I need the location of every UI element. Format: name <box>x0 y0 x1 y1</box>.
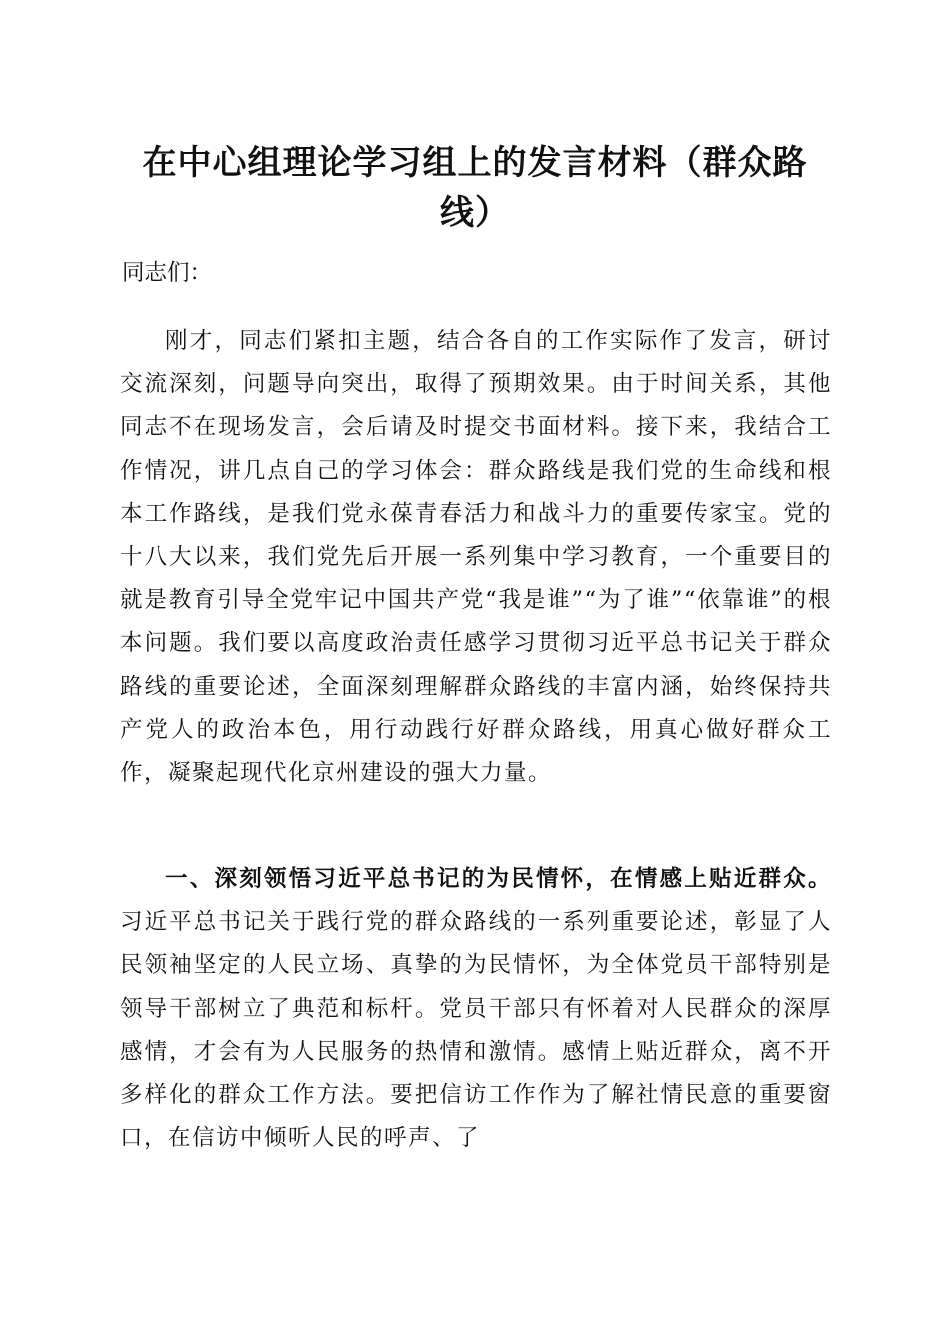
section-heading-1: 一、深刻领悟习近平总书记的为民情怀，在情感上贴近群众。 <box>165 866 832 892</box>
paragraph-2-text: 习近平总书记关于践行党的群众路线的一系列重要论述，彰显了人民领袖坚定的人民立场、真挚的为民情怀，为全体党员干部特别是领导干部树立了典范和标杆。党员干部只有怀着对人民群众的深厚感情，才会有为人民服务的热情和激情。感情上贴近群众，离不开多样化的群众工作方法。要把信访工作作为了解社情民意的重要窗口，在信访中倾听人民的呼声、了 <box>120 909 832 1152</box>
document-title: 在中心组理论学习组上的发言材料（群众路线） <box>142 143 808 233</box>
body-paragraph-1 <box>120 320 832 795</box>
salutation: 同志们： <box>122 260 213 286</box>
body-paragraph-2 <box>120 858 832 1160</box>
paragraph-1-text: 刚才，同志们紧扣主题，结合各自的工作实际作了发言，研讨交流深刻，问题导向突出，取得了预期效果。由于时间关系，其他同志不在现场发言，会后请及时提交书面材料。接下来，我结合工作情况，讲几点自己的学习体会：群众路线是我们党的生命线和根本工作路线，是我们党永葆青春活力和战斗力的重要传家宝。党的十八大以来，我们党先后开展一系列集中学习教育，一个重要目的就是教育引导全党牢记中国共产党“我是谁”“为了谁”“依靠谁”的根本问题。我们要以高度政治责任感学习贯彻习近平总书记关于群众路线的重要论述，全面深刻理解群众路线的丰富内涵，始终保持共产党人的政治本色，用行动践行好群众路线，用真心做好群众工作，凝聚起现代化京州建设的强大力量。 <box>120 328 832 787</box>
